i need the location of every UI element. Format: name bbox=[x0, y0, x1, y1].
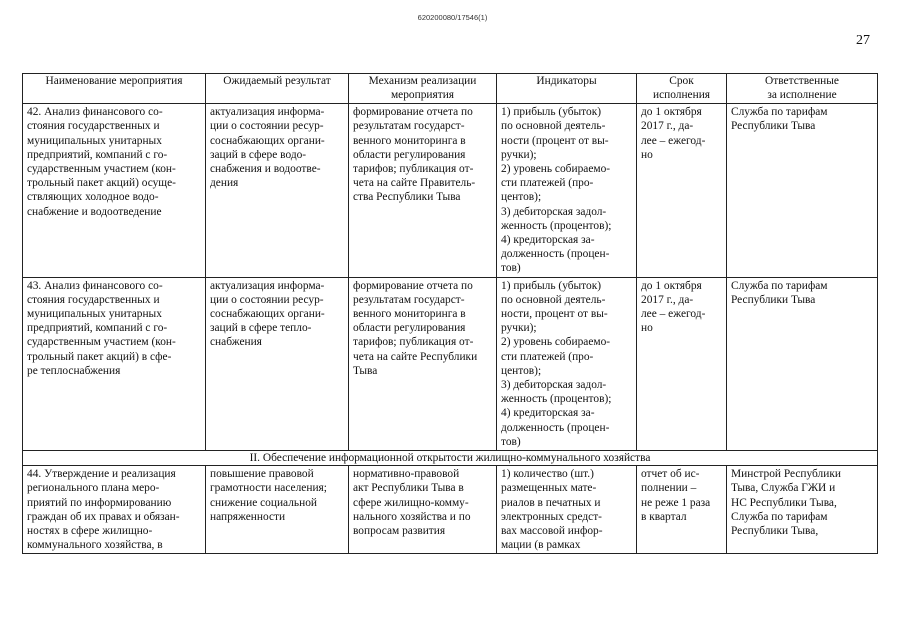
cell-deadline: до 1 октября 2017 г., да- лее – ежегод- но bbox=[637, 104, 727, 277]
cell-result: актуализация информа- ции о состоянии ресур- соснабжающих органи- заций в сфере тепло- снабжения bbox=[206, 277, 349, 450]
cell-deadline: отчет об ис- полнении – не реже 1 раза в квартал bbox=[637, 466, 727, 554]
cell-mechanism: формирование отчета по результатам государст- венного мониторинга в области регулирования тарифов; публикация от- чета на сайте Республики Тыва bbox=[349, 277, 497, 450]
column-header-result: Ожидаемый результат bbox=[206, 74, 349, 104]
cell-indicators: 1) прибыль (убыток) по основной деятель- ности (процент от вы- ручки); 2) уровень собираемо- сти платежей (про- центов); 3) дебиторская задол- женность (процентов); 4) кредиторская за- долженность (процен- тов) bbox=[497, 104, 637, 277]
cell-result: повышение правовой грамотности населения; снижение социальной напряженности bbox=[206, 466, 349, 554]
cell-mechanism: нормативно-правовой акт Республики Тыва в сфере жилищно-комму- нального хозяйства и по вопросам развития bbox=[349, 466, 497, 554]
cell-indicators: 1) прибыль (убыток) по основной деятель- ности, процент от вы- ручки); 2) уровень собираемо- сти платежей (про- центов); 3) дебиторская задол- женность (процентов); 4) кредиторская за- долженность (процен- тов) bbox=[497, 277, 637, 450]
cell-responsible: Служба по тарифам Республики Тыва bbox=[727, 277, 878, 450]
table-header-row bbox=[23, 74, 878, 104]
cell-deadline: до 1 октября 2017 г., да- лее – ежегод- но bbox=[637, 277, 727, 450]
column-header-mechanism: Механизм реализации мероприятия bbox=[349, 74, 497, 104]
measures-table bbox=[22, 73, 878, 554]
document-code: 620200080/17546(1) bbox=[417, 13, 488, 22]
cell-name: 43. Анализ финансового со- стояния государственных и муниципальных унитарных предприятий, компаний с го- сударственным участием (кон- трольный пакет акций) в сфе- ре теплоснабжения bbox=[23, 277, 206, 450]
page-number: 27 bbox=[856, 33, 870, 48]
table-row bbox=[23, 104, 878, 277]
column-header-name: Наименование мероприятия bbox=[23, 74, 206, 104]
cell-result: актуализация информа- ции о состоянии ресур- соснабжающих органи- заций в сфере водо- снабжения и водоотве- дения bbox=[206, 104, 349, 277]
column-header-responsible: Ответственные за исполнение bbox=[727, 74, 878, 104]
section-row bbox=[23, 451, 878, 466]
cell-name: 42. Анализ финансового со- стояния государственных и муниципальных унитарных предприятий, компаний с го- сударственным участием (кон- трольный пакет акций) осуще- ствляющих холодное водо- снабжение и водоотведение bbox=[23, 104, 206, 277]
cell-indicators: 1) количество (шт.) размещенных мате- риалов в печатных и электронных средст- вах массовой инфор- мации (в рамках bbox=[497, 466, 637, 554]
cell-name: 44. Утверждение и реализация регионального плана меро- приятий по информированию граждан об их правах и обязан- ностях в сфере жилищно- коммунального хозяйства, в bbox=[23, 466, 206, 554]
cell-responsible: Минстрой Республики Тыва, Служба ГЖИ и НС Республики Тыва, Служба по тарифам Республики Тыва, bbox=[727, 466, 878, 554]
column-header-deadline: Срок исполнения bbox=[637, 74, 727, 104]
column-header-indicators: Индикаторы bbox=[497, 74, 637, 104]
cell-mechanism: формирование отчета по результатам государст- венного мониторинга в области регулирования тарифов; публикация от- чета на сайте Правитель- ства Республики Тыва bbox=[349, 104, 497, 277]
cell-responsible: Служба по тарифам Республики Тыва bbox=[727, 104, 878, 277]
table-row bbox=[23, 277, 878, 450]
section-title: II. Обеспечение информационной открытости жилищно-коммунального хозяйства bbox=[23, 451, 878, 466]
table-row bbox=[23, 466, 878, 554]
